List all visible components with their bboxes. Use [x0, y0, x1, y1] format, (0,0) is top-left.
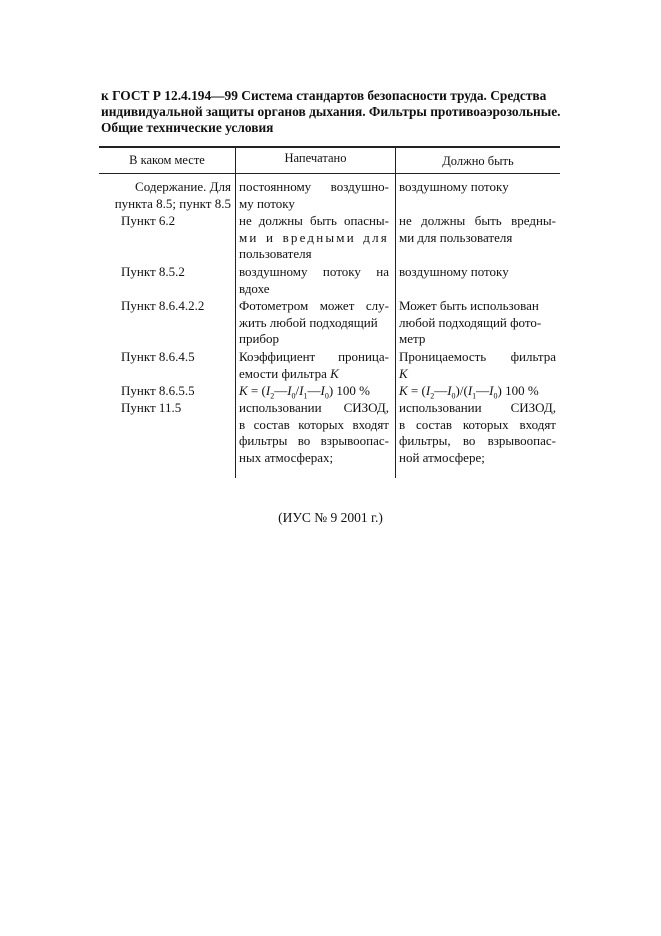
ius-reference: (ИУС № 9 2001 г.) [278, 510, 383, 525]
should-be-cell: воздушному потоку [399, 179, 509, 194]
printed-cell: не должны быть опасны- ми и вредными для пользователя [239, 213, 389, 262]
place-cell: Пункт 11.5 [121, 400, 182, 415]
place-cell: Пункт 8.5.2 [121, 264, 185, 279]
title-line-3: Общие технические условия [101, 120, 274, 135]
title-line-2: индивидуальной защиты органов дыхания. Фильтры противоаэрозольные. [101, 104, 561, 119]
header-should-be: Должно быть [442, 154, 514, 168]
place-cell: Содержание. Для пункта 8.5; пункт 8.5 [114, 179, 231, 211]
table-top-rule [99, 146, 560, 148]
should-be-cell: Проницаемость фильтра K [399, 349, 556, 381]
table-header-rule [99, 173, 560, 174]
printed-cell: воздушному потоку на вдохе [239, 264, 389, 296]
should-be-cell: использовании СИЗОД, в состав которых входят фильтры, во взрывоопас- ной атмосфере; [399, 400, 556, 465]
printed-cell: постоянному воздушно- му потоку [239, 179, 389, 211]
should-be-formula: $K = (I_2—I_0)/(I_1—I_0)$ 100 % [399, 383, 539, 401]
should-be-cell: воздушному потоку [399, 264, 509, 279]
title-line-1: к ГОСТ Р 12.4.194—99 Система стандартов безопасности труда. Средства [101, 88, 547, 103]
printed-k-line: емости фильтра K [239, 365, 339, 381]
column-divider-1 [235, 146, 236, 478]
should-be-cell: не должны быть вредны- ми для пользователя [399, 213, 556, 245]
document-title [101, 88, 561, 136]
place-cell: Пункт 6.2 [121, 213, 176, 228]
printed-cell: Коэффициент проница- емости фильтра K [239, 349, 389, 381]
place-cell: Пункт 8.6.5.5 [121, 383, 195, 398]
printed-formula: $K = (I_2—I_0/I_1—I_0)$ 100 % [239, 383, 371, 401]
place-cell: Пункт 8.6.4.2.2 [121, 298, 205, 313]
should-be-cell: Может быть использован любой подходящий фото- метр [399, 298, 542, 347]
header-place: В каком месте [129, 153, 205, 167]
header-printed: Напечатано [284, 151, 347, 165]
column-divider-2 [395, 146, 396, 478]
printed-cell: Фотометром может слу- жить любой подходящий прибор [239, 298, 389, 347]
place-cell: Пункт 8.6.4.5 [121, 349, 195, 364]
printed-cell: использовании СИЗОД, в состав которых входят фильтры во взрывоопас- ных атмосферах; [239, 400, 389, 465]
